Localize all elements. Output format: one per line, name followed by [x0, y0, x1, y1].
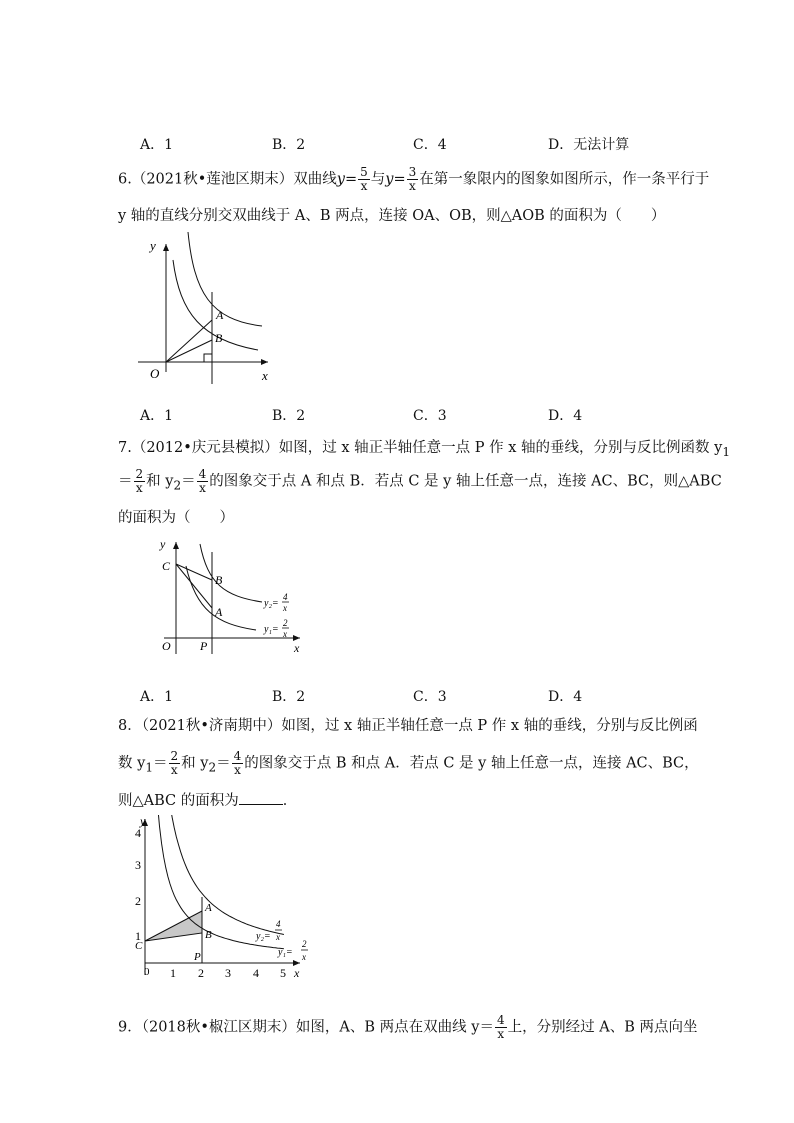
q8-label-y1-num: 2 — [302, 939, 307, 949]
q8-xtick-5: 5 — [280, 966, 286, 980]
q6-x-arrow — [261, 359, 268, 365]
q7-label-y1-den: x — [283, 629, 287, 639]
q8-f2-numerator: 4 — [233, 749, 242, 763]
q8-curve-y2 — [157, 815, 284, 935]
q8-xtick-2: 2 — [198, 966, 204, 980]
q9-f-denominator: x — [497, 1027, 505, 1041]
q7-label-a: A — [215, 605, 223, 619]
q8-xtick-3: 3 — [225, 966, 231, 980]
q8-line-1: 8．（2021秋•济南期中）如图，过 x 轴正半轴任意一点 P 作 x 轴的垂线，分别与反比例函 — [118, 718, 698, 734]
q7-eq1: ＝ — [118, 473, 133, 490]
q7-curve-y2 — [200, 544, 262, 602]
q7-fraction-2-over-x — [134, 468, 146, 495]
q8-ytick-3: 3 — [135, 858, 141, 872]
q9-line1-rest: 上，分别经过 A、B 两点向坐 — [507, 1019, 698, 1036]
q7-label-y2-den: x — [283, 603, 287, 613]
q8-label-b: B — [205, 929, 212, 941]
q8-figure — [130, 815, 320, 980]
q8-ytick-1: 1 — [135, 929, 141, 943]
q7-label-o: O — [162, 639, 171, 653]
q8-line2-start: 数 y — [118, 755, 146, 772]
q5-option-a: A．1 — [140, 137, 174, 153]
q8-line3-text: 则△ABC 的面积为 — [118, 793, 239, 809]
q6-figure — [130, 232, 280, 384]
q8-label-p: P — [194, 951, 201, 963]
q6-f2-denominator: x — [409, 179, 416, 193]
q8-sub2: 2 — [208, 760, 217, 775]
q6-f2-numerator: 3 — [408, 165, 417, 179]
q7-and: 和 y — [146, 473, 174, 490]
q8-triangle-abc — [145, 911, 202, 941]
q6-curve-5-over-x — [188, 232, 262, 326]
q8-line3-end: ． — [282, 793, 298, 809]
q8-f2-denominator: x — [234, 763, 241, 777]
q6-label-x: x — [262, 368, 268, 383]
q6-option-d: D．4 — [548, 408, 583, 424]
q8-line2-rest: 的图象交于点 B 和点 A．若点 C 是 y 轴上任意一点，连接 AC、BC， — [244, 755, 699, 772]
q7-line-1 — [118, 438, 730, 462]
q7-line1-text: 7.（2012•庆元县模拟）如图，过 x 轴正半轴任意一点 P 作 x 轴的垂线，分别与反比例函数 y — [118, 440, 723, 456]
q8-xtick-1: 1 — [170, 966, 176, 980]
q7-f1-denominator: x — [135, 481, 143, 495]
q8-fraction-4-over-x — [232, 750, 244, 777]
q6-option-c: C．3 — [413, 408, 447, 424]
q6-y-arrow — [163, 244, 169, 251]
q9-f-numerator: 4 — [496, 1013, 505, 1027]
q8-label-y2-den: x — [276, 932, 280, 942]
q7-label-c: C — [162, 559, 171, 573]
q6-option-a: A．1 — [140, 408, 174, 424]
q5-option-d: D．无法计算 — [548, 137, 630, 153]
q8-label-y: y — [140, 815, 146, 828]
q6-right-angle-mark — [204, 354, 212, 362]
q7-figure — [150, 534, 310, 656]
q7-line-2 — [118, 468, 722, 495]
q8-xtick-4: 4 — [253, 966, 259, 980]
q7-option-b: B．2 — [272, 689, 306, 705]
q8-line-3 — [118, 790, 297, 811]
q8-label-c: C — [135, 940, 143, 952]
q5-option-b: B．2 — [272, 137, 306, 153]
q6-prefix: 6.（2021秋•莲池区期末）双曲线 — [118, 171, 337, 188]
q8-label-a: A — [205, 902, 212, 914]
q6-f1-numerator: 5 — [360, 165, 368, 179]
q6-option-b: B．2 — [272, 408, 306, 424]
q8-label-y2: y₂= — [256, 931, 271, 942]
q7-eq2: ＝ — [181, 473, 196, 490]
q7-f1-numerator: 2 — [135, 467, 144, 481]
q8-eq2: ＝ — [216, 755, 231, 772]
q6-formula1-fraction — [358, 166, 370, 193]
q7-line-3: 的面积为（ ） — [118, 510, 234, 526]
q6-label-o: O — [150, 366, 160, 381]
q6-f1-denominator: x — [360, 179, 368, 193]
q7-label-y1-num: 2 — [283, 618, 288, 628]
q8-and: 和 y — [181, 755, 209, 772]
q6-label-b: B — [215, 331, 223, 345]
q5-option-c: C．4 — [413, 137, 447, 153]
q6-formula2-fraction — [407, 166, 419, 193]
q7-f2-denominator: x — [199, 481, 206, 495]
q8-label-x: x — [294, 966, 300, 980]
q9-fraction-4-over-x — [495, 1014, 507, 1041]
q8-label-origin: 0 — [144, 966, 150, 978]
q7-option-c: C．3 — [413, 689, 447, 705]
q7-label-b: B — [215, 573, 223, 587]
q6-line-1 — [118, 166, 709, 193]
q7-label-p: P — [200, 639, 208, 653]
q6-label-a: A — [216, 308, 224, 322]
q7-option-d: D．4 — [548, 689, 583, 705]
q9-line1-text: 9．（2018秋•椒江区期末）如图，A、B 两点在双曲线 y＝ — [118, 1019, 494, 1036]
q7-sub1: 1 — [722, 444, 731, 459]
q6-line1-rest: 在第一象限内的图象如图所示，作一条平行于 — [419, 171, 710, 188]
q7-option-a: A．1 — [140, 689, 174, 705]
q8-label-y2-num: 4 — [276, 919, 281, 929]
q8-label-y1-den: x — [302, 952, 306, 962]
q8-ytick-2: 2 — [135, 894, 141, 908]
q6-segment-oa — [166, 320, 212, 362]
q8-eq1: ＝ — [153, 755, 168, 772]
q7-fraction-4-over-x — [197, 468, 209, 495]
q6-segment-ob — [166, 340, 212, 362]
q8-f1-denominator: x — [170, 763, 178, 777]
q8-f1-numerator: 2 — [170, 749, 179, 763]
q7-f2-numerator: 4 — [198, 467, 207, 481]
q8-answer-blank[interactable] — [239, 790, 283, 805]
q7-label-y1: y₁= — [264, 624, 279, 635]
q8-ytick-4: 4 — [135, 826, 141, 840]
q8-label-y1: y₁= — [278, 947, 293, 958]
q6-formula2-lhs: y= — [385, 171, 406, 188]
q8-line-2 — [118, 750, 699, 777]
q7-line2-rest: 的图象交于点 A 和点 B．若点 C 是 y 轴上任意一点，连接 AC、BC，则△ABC — [209, 473, 722, 490]
q7-segment-ca — [176, 564, 212, 608]
q8-fraction-2-over-x — [169, 750, 181, 777]
q7-sub2: 2 — [173, 478, 182, 493]
q9-line-1 — [118, 1014, 697, 1041]
q7-label-y: y — [160, 537, 166, 551]
q7-label-x: x — [294, 641, 300, 655]
q6-label-y: y — [150, 238, 156, 253]
q6-formula1-lhs: y= — [336, 171, 358, 188]
q6-mid: 与 — [370, 171, 386, 188]
q7-y-arrow — [173, 542, 179, 549]
q6-line-2: y 轴的直线分别交双曲线于 A、B 两点，连接 OA、OB，则△AOB 的面积为（ ） — [118, 208, 666, 224]
q8-sub1: 1 — [145, 760, 153, 775]
q7-label-y2: y₂= — [264, 598, 279, 609]
q7-label-y2-num: 4 — [283, 592, 288, 602]
